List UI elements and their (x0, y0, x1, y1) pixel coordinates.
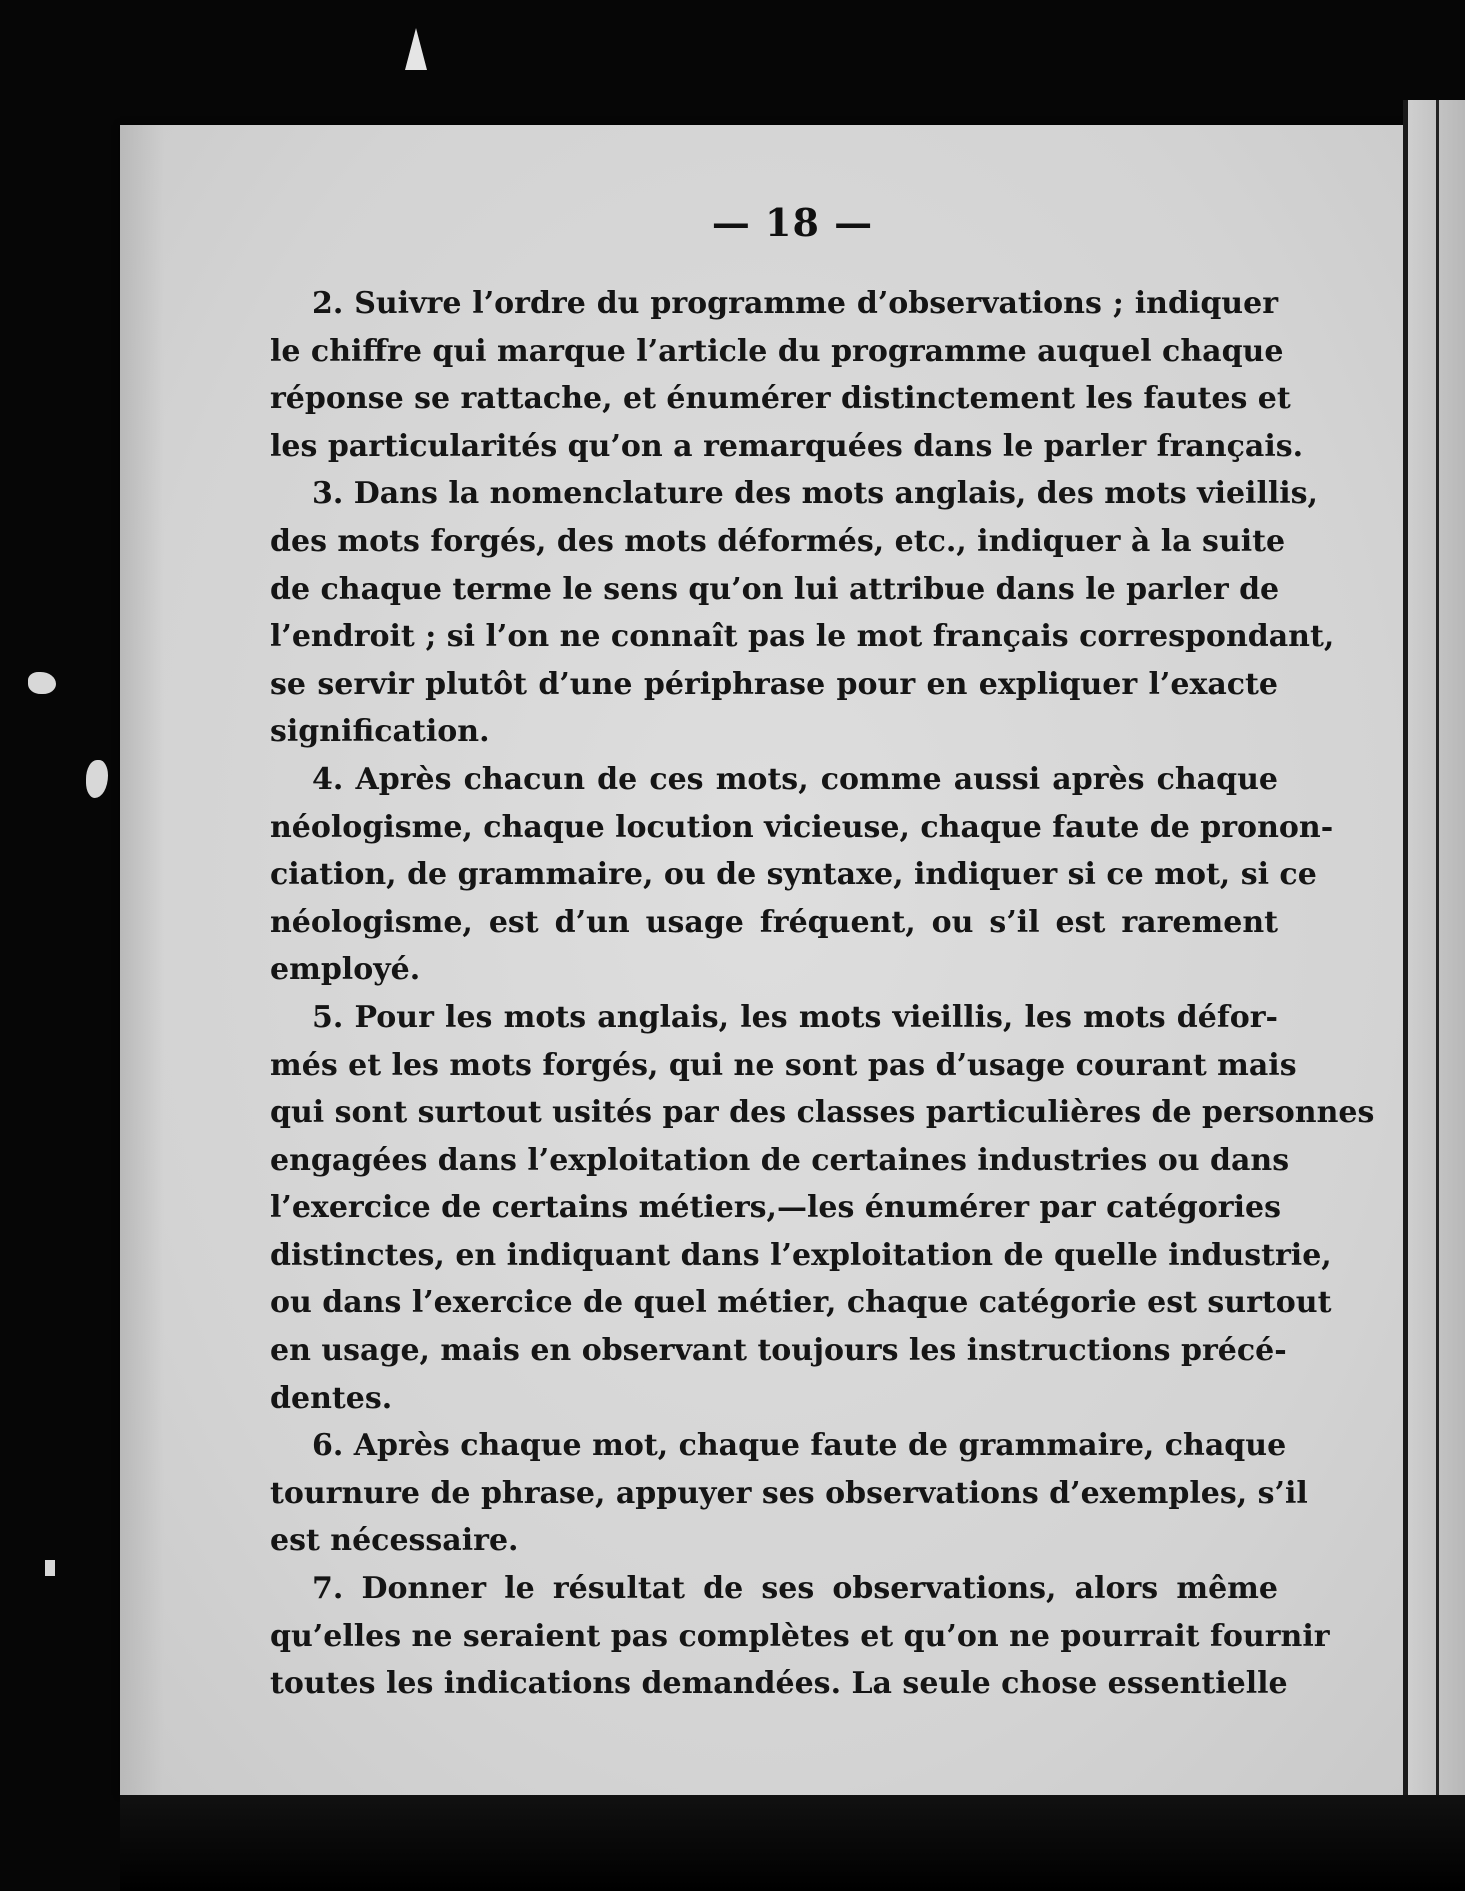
text-line: signification. (270, 714, 490, 750)
text-line: 6. Après chaque mot, chaque faute de grammaire, chaque (312, 1428, 1287, 1464)
text-line: engagées dans l’exploitation de certaines industries ou dans (270, 1142, 1290, 1178)
text-line: néologisme, est d’un usage fréquent, ou s’il est rarement (270, 904, 1278, 940)
page-gutter-shadow (120, 125, 164, 1795)
adjacent-page-rule (1436, 100, 1439, 1800)
text-line: toutes les indications demandées. La seule chose essentielle (270, 1666, 1288, 1702)
text-line: se servir plutôt d’une périphrase pour en expliquer l’exacte (270, 666, 1278, 702)
text-line: dentes. (270, 1380, 393, 1416)
text-line: de chaque terme le sens qu’on lui attribue dans le parler de (270, 571, 1280, 607)
text-line: les particularités qu’on a remarquées dans le parler français. (270, 428, 1304, 464)
scan-artifact-mark (45, 1560, 55, 1576)
scan-artifact-mark (28, 672, 56, 694)
page-number: — 18 — (711, 200, 874, 245)
text-line: més et les mots forgés, qui ne sont pas d’usage courant mais (270, 1047, 1297, 1083)
text-line: en usage, mais en observant toujours les instructions précé- (270, 1333, 1287, 1369)
text-line: réponse se rattache, et énumérer distinctement les fautes et (270, 381, 1291, 417)
text-line: 4. Après chacun de ces mots, comme aussi après chaque (312, 761, 1278, 797)
text-line: 5. Pour les mots anglais, les mots vieillis, les mots défor- (312, 999, 1278, 1035)
bottom-scan-shadow (120, 1795, 1465, 1891)
text-line: néologisme, chaque locution vicieuse, chaque faute de pronon- (270, 809, 1334, 845)
text-line: employé. (270, 952, 421, 988)
text-line: le chiffre qui marque l’article du programme auquel chaque (270, 333, 1284, 369)
text-line: l’exercice de certains métiers,—les énumérer par catégories (270, 1190, 1281, 1226)
text-line: l’endroit ; si l’on ne connaît pas le mot français correspondant, (270, 619, 1335, 655)
page-body-text (270, 280, 1375, 1708)
text-line: ou dans l’exercice de quel métier, chaque catégorie est surtout (270, 1285, 1332, 1321)
text-line: 7. Donner le résultat de ses observations, alors même (312, 1571, 1278, 1607)
text-line: tournure de phrase, appuyer ses observations d’exemples, s’il (270, 1475, 1308, 1511)
text-line: des mots forgés, des mots déformés, etc., indiquer à la suite (270, 523, 1286, 559)
text-line: qui sont surtout usités par des classes particulières de personnes (270, 1095, 1375, 1131)
text-line: ciation, de grammaire, ou de syntaxe, indiquer si ce mot, si ce (270, 857, 1317, 893)
text-line: 2. Suivre l’ordre du programme d’observations ; indiquer (312, 286, 1278, 321)
text-line: 3. Dans la nomenclature des mots anglais, des mots vieillis, (312, 476, 1318, 512)
text-line: qu’elles ne seraient pas complètes et qu’on ne pourrait fournir (270, 1618, 1330, 1654)
text-line: distinctes, en indiquant dans l’exploitation de quelle industrie, (270, 1237, 1332, 1273)
text-line: est nécessaire. (270, 1523, 519, 1559)
